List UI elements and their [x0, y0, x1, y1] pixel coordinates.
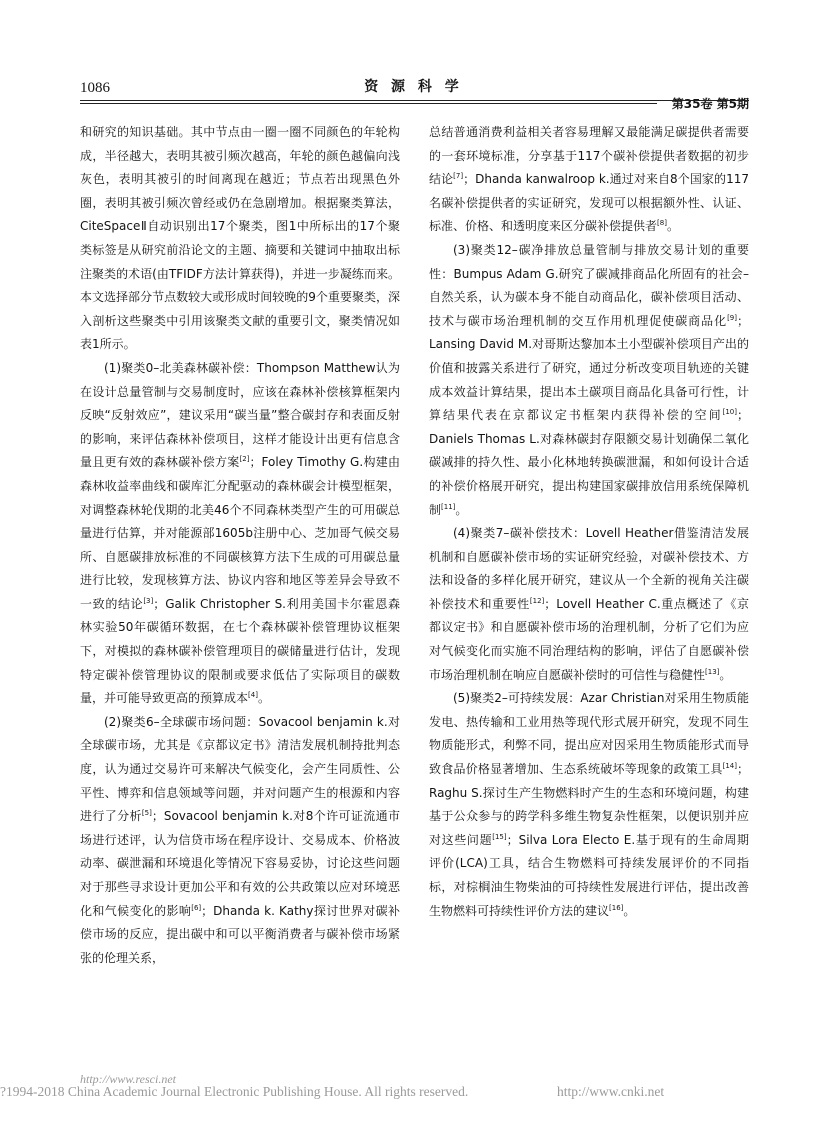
issue-label: 第35卷 第5期	[671, 97, 749, 111]
right-column	[429, 121, 749, 923]
citation[interactable]: [5]	[141, 809, 152, 818]
citation[interactable]: [14]	[722, 762, 737, 771]
citation[interactable]: [15]	[492, 832, 507, 841]
paragraph-cluster-6: (2)聚类6–全球碳市场问题：Sovacool benjamin k.对全球碳市场，尤其是《京都议定书》清洁发展机制持批判态度，认为通过交易许可来解决气候变化，会产生同质性、公平性、博弈和信息领域等问题，并对问题产生的根源和内容进行了分析[5]；Sovacool benjamin k.对8个许可证流通市场进行述评，认为信贷市场在程序设计、交易成本、价格波动率、碳泄漏和环境退化等情况下容易妥协，讨论这些问题对于那些寻求设计更加公平和有效的公共政策以应对环境恶化和气候变化的影响[6]；Dhanda k. Kathy探讨世界对碳补偿市场的反应，提出碳中和可以平衡消费者与碳补偿市场紧张的伦理关系，	[80, 714, 400, 965]
citation[interactable]: [2]	[239, 455, 250, 464]
journal-title: 资 源 科 学	[364, 79, 463, 95]
paragraph-cluster-12: (3)聚类12–碳净排放总量管制与排放交易计划的重要性：Bumpus Adam G.研究了碳减排商品化所固有的社会–自然关系，认为碳本身不能自动商品化，碳补偿项目活动、技术与碳市场治理机制的交互作用机理促使碳商品化[9]；Lansing David M.对哥斯达黎加本土小型碳补偿项目产出的价值和披露关系进行了研究，通过分析改变项目轨迹的关键成本效益计算结果，提出本土碳项目商品化具备可行性，计算结果代表在京都议定书框架内获得补偿的空间[10]；Daniels Thomas L.对森林碳封存限额交易计划确保二氧化碳减排的持久性、最小化林地转换碳泄漏，和如何设计合适的补偿价格展开研究，提出构建国家碳排放信用系统保障机制[11]。	[429, 242, 749, 517]
citation[interactable]: [11]	[441, 502, 456, 511]
paragraph-cluster-7: (4)聚类7–碳补偿技术：Lovell Heather借鉴清洁发展机制和自愿碳补偿市场的实证研究经验，对碳补偿技术、方法和设备的多样化展开研究，建议从一个全新的视角关注碳补偿技术和重要性[12]；Lovell Heather C.重点概述了《京都议定书》和自愿碳补偿市场的治理机制，分析了它们为应对气候变化而实施不同治理结构的影响，评估了自愿碳补偿市场治理机制在响应自愿碳补偿时的可信性与稳健性[13]。	[429, 526, 749, 682]
citation[interactable]: [6]	[191, 903, 202, 912]
paragraph-cluster-2: (5)聚类2–可持续发展：Azar Christian对采用生物质能发电、热传输和工业用热等现代形式展开研究，发现不同生物质能形式，利弊不同，提出应对因采用生物质能形式而导致食品价格显著增加、生态系统破坏等现象的政策工具[14]；Raghu S.探讨生产生物燃料时产生的生态和环境问题，构建基于公众参与的跨学科多维生物复杂性框架，以便识别并应对这些问题[15]；Silva Lora Electo E.基于现有的生命周期评价(LCA)工具，结合生物燃料可持续发展评价的不同指标，对棕榈油生物柴油的可持续性发展进行评估，提出改善生物燃料可持续性评价方法的建议[16]。	[429, 691, 749, 918]
citation[interactable]: [10]	[722, 408, 737, 417]
citation[interactable]: [9]	[727, 313, 737, 322]
footer-website[interactable]: http://www.cnki.net	[557, 1084, 665, 1099]
header-rule	[80, 100, 749, 101]
footer-url[interactable]: http://www.resci.net	[80, 1072, 176, 1086]
citation[interactable]: [12]	[529, 596, 545, 605]
paragraph: 和研究的知识基础。其中节点由一圈一圈不同颜色的年轮构成，半径越大，表明其被引频次越高，年轮的颜色越偏向浅灰色，表明其被引的时间离现在越近；节点若出现黑色外圈，表明其被引频次曾经或仍在急剧增加。根据聚类算法，CiteSpaceⅡ自动识别出17个聚类，图1中所标出的17个聚类标签是从研究前沿论文的主题、摘要和关键词中抽取出标注聚类的术语(由TFIDF方法计算获得)，并进一步凝练而来。本文选择部分节点数较大或形成时间较晚的9个重要聚类，深入剖析这些聚类中引用该聚类文献的重要引文，聚类情况如表1所示。	[80, 125, 400, 352]
paragraph-continued: 总结普通消费利益相关者容易理解又最能满足碳提供者需要的一套环境标准，分享基于117个碳补偿提供者数据的初步结论[7]；Dhanda kanwalroop k.通过对来自8个国家的117名碳补偿提供者的实证研究，发现可以根据额外性、认证、标准、价格、和透明度来区分碳补偿提供者[8]。	[429, 125, 749, 234]
citation[interactable]: [13]	[705, 667, 720, 676]
page-number: 1086	[80, 80, 110, 96]
citation[interactable]: [16]	[609, 903, 624, 912]
citation[interactable]: [4]	[248, 691, 258, 700]
citation[interactable]: [3]	[143, 596, 154, 605]
header-rule-secondary	[80, 103, 657, 104]
footer-copyright: ?1994-2018 China Academic Journal Electronic Publishing House. All rights reserved.	[0, 1084, 469, 1099]
paragraph-cluster-0: (1)聚类0–北美森林碳补偿：Thompson Matthew认为在设计总量管制与交易制度时，应该在森林补偿核算框架内反映“反射效应”，建议采用“碳当量”整合碳封存和表面反射的影响，来评估森林补偿项目，这样才能设计出更有信息含量且更有效的森林碳补偿方案[2]；Foley Timothy G.构建由森林收益率曲线和碳库汇分配驱动的森林碳会计模型框架，对调整森林轮伐期的北美46个不同森林类型产生的可用碳总量进行估算，并对能源部1605b注册中心、芝加哥气候交易所、自愿碳排放标准的不同碳核算方法下生成的可用碳总量进行比较，发现核算方法、协议内容和地区等差异会导致不一致的结论[3]；Galik Christopher S.利用美国卡尔霍恩森林实验50年碳循环数据，在七个森林碳补偿管理协议框架下，对模拟的森林碳补偿管理项目的碳储量进行估计，发现特定碳补偿管理协议的限制或要求低估了实际项目的碳数量，并可能导致更高的预算成本[4]。	[80, 360, 400, 706]
citation[interactable]: [8]	[657, 219, 667, 228]
left-column	[80, 121, 400, 970]
citation[interactable]: [7]	[453, 172, 464, 181]
